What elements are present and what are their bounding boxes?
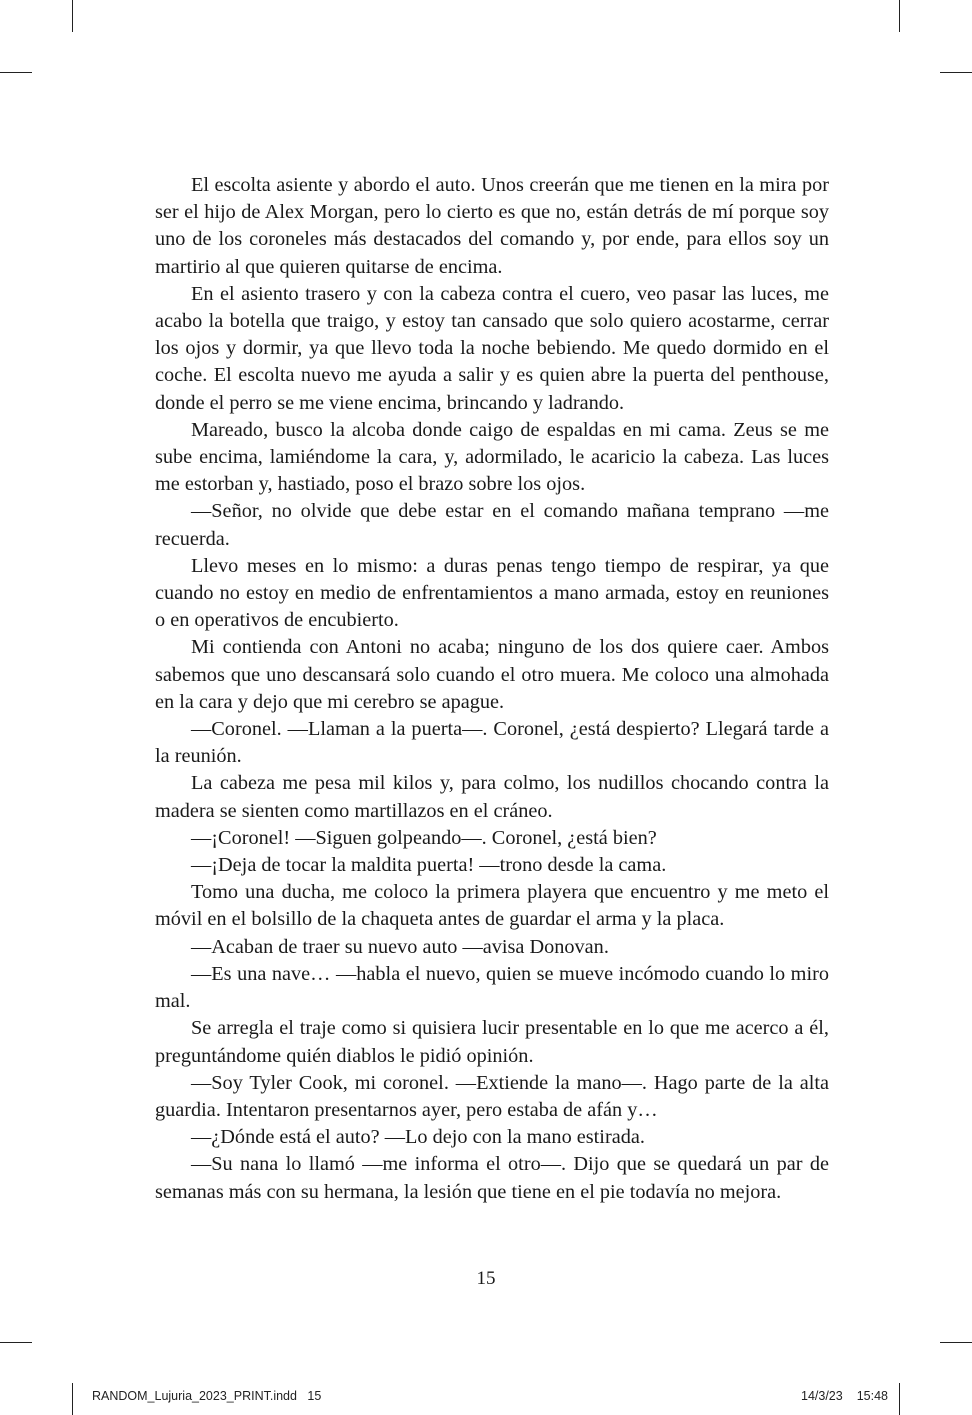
slug-time: 15:48: [856, 1389, 888, 1403]
paragraph: —Señor, no olvide que debe estar en el comando mañana temprano —me recuerda.: [155, 500, 829, 550]
crop-mark-bottom-right: [899, 1383, 900, 1415]
slug-date: 14/3/23: [801, 1389, 843, 1403]
paragraph: —Acaban de traer su nuevo auto —avisa Donovan.: [191, 935, 609, 958]
paragraph: —Soy Tyler Cook, mi coronel. —Extiende la mano—. Hago parte de la alta guardia. Intentaron presentarnos ayer, pero estaba de afán y…: [155, 1071, 829, 1121]
crop-mark-right-bottom: [940, 1342, 972, 1343]
crop-mark-left-bottom: [0, 1342, 32, 1343]
slug-date-time: [801, 1388, 888, 1404]
paragraph: —¿Dónde está el auto? —Lo dejo con la mano estirada.: [191, 1126, 645, 1149]
paragraph: —Coronel. —Llaman a la puerta—. Coronel, ¿está despierto? Llegará tarde a la reunión.: [155, 718, 829, 768]
page-number: 15: [476, 1268, 496, 1289]
paragraph: —¡Coronel! —Siguen golpeando—. Coronel, ¿está bien?: [191, 826, 657, 849]
paragraph: Se arregla el traje como si quisiera lucir presentable en lo que me acerco a él, preguntándome quién diablos le pidió opinión.: [155, 1017, 829, 1067]
paragraph: En el asiento trasero y con la cabeza contra el cuero, veo pasar las luces, me acabo la botella que traigo, y estoy tan cansado que solo quiero acostarme, cerrar los ojos y dormir, ya que llevo toda la noche bebiendo. Me quedo dormido en el coche. El escolta nuevo me ayuda a salir y es quien abre la puerta del penthouse, donde el perro se me viene encima, brincando y ladrando.: [155, 282, 829, 414]
paragraph: El escolta asiente y abordo el auto. Unos creerán que me tienen en la mira por ser el hijo de Alex Morgan, pero lo cierto es que no, están detrás de mí porque soy uno de los coroneles más destacados del comando y, por ende, para ellos soy un martirio al que quieren quitarse de encima.: [155, 174, 829, 278]
paragraph: —Su nana lo llamó —me informa el otro—. Dijo que se quedará un par de semanas más con su hermana, la lesión que tiene en el pie todavía no mejora.: [155, 1153, 829, 1203]
paragraph: La cabeza me pesa mil kilos y, para colmo, los nudillos chocando contra la madera se sienten como martillazos en el cráneo.: [155, 772, 829, 822]
crop-mark-bottom-left: [72, 1383, 73, 1415]
crop-mark-top-left: [72, 0, 73, 32]
crop-mark-top-right: [899, 0, 900, 32]
paragraph: Mareado, busco la alcoba donde caigo de espaldas en mi cama. Zeus se me sube encima, lamiéndome la cara, y, adormilado, le acaricio la cabeza. Las luces me estorban y, hastiado, poso el brazo sobre los ojos.: [155, 418, 829, 496]
paragraph: Mi contienda con Antoni no acaba; ninguno de los dos quiere caer. Ambos sabemos que uno descansará solo cuando el otro muera. Me coloco una almohada en la cara y dejo que mi cerebro se apague.: [155, 636, 829, 713]
crop-mark-left-top: [0, 72, 32, 73]
paragraph: —Es una nave… —habla el nuevo, quien se mueve incómodo cuando lo miro mal.: [155, 962, 829, 1013]
paragraph: Tomo una ducha, me coloco la primera playera que encuentro y me meto el móvil en el bolsillo de la chaqueta antes de guardar el arma y la placa.: [155, 881, 829, 931]
crop-mark-right-top: [940, 72, 972, 73]
slug-file-info: RANDOM_Lujuria_2023_PRINT.indd 15: [92, 1389, 322, 1403]
body-text: [155, 172, 829, 1206]
paragraph: —¡Deja de tocar la maldita puerta! —trono desde la cama.: [191, 854, 667, 877]
paragraph: Llevo meses en lo mismo: a duras penas tengo tiempo de respirar, ya que cuando no estoy en medio de enfrentamientos a mano armada, estoy en reuniones o en operativos de encubierto.: [155, 554, 829, 632]
